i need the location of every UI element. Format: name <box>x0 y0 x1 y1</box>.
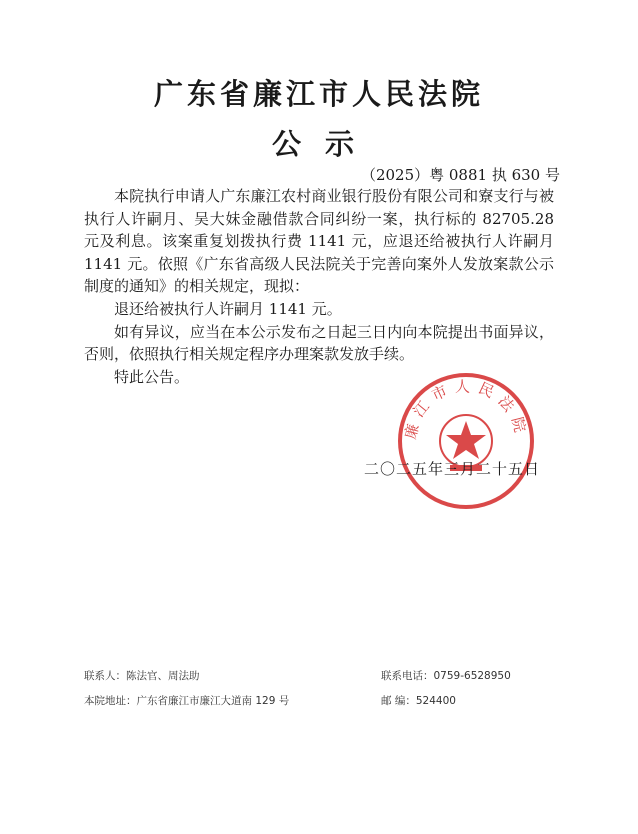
phone-line <box>381 668 511 683</box>
body-paragraph-1: 本院执行申请人广东廉江农村商业银行股份有限公司和寮支行与被执行人许嗣月、吴大妹金融借款合同纠纷一案，执行标的 82705.28 元及利息。该案重复划拨执行费 1141 元，应退还给被执行人许嗣月 1141 元。依照《广东省高级人民法院关于完善向案外人发放案款公示制度的通知》的相关规定，现拟： <box>84 187 554 296</box>
seal-text: 廉江市人民法院 <box>401 377 531 441</box>
notice-body <box>84 185 554 388</box>
document-type-heading: 公示 <box>271 127 378 161</box>
address-value: 广东省廉江市廉江大道南 129 号 <box>136 695 290 707</box>
postcode-line <box>381 693 456 708</box>
body-paragraph-4: 特此公告。 <box>114 367 190 386</box>
court-name-title: 广东省廉江市人民法院 <box>153 77 484 111</box>
address-label: 本院地址： <box>84 695 137 707</box>
contact-value: 陈法官、周法助 <box>126 670 200 682</box>
phone-value: 0759-6528950 <box>433 670 511 682</box>
court-seal-stamp <box>394 369 538 513</box>
contact-label: 联系人： <box>84 670 126 682</box>
notice-date: 二〇二五年三月二十五日 <box>364 460 541 478</box>
contact-line <box>84 668 200 683</box>
body-paragraph-2: 退还给被执行人许嗣月 1141 元。 <box>114 299 342 318</box>
phone-label: 联系电话： <box>381 670 434 682</box>
document-number: （2025）粤 0881 执 630 号 <box>360 166 560 184</box>
address-line <box>84 693 289 708</box>
body-paragraph-3: 如有异议，应当在本公示发布之日起三日内向本院提出书面异议，否则，依照执行相关规定程序办理案款发放手续。 <box>84 322 554 364</box>
postcode-value: 524400 <box>415 695 456 707</box>
postcode-label: 邮 编： <box>381 695 416 707</box>
